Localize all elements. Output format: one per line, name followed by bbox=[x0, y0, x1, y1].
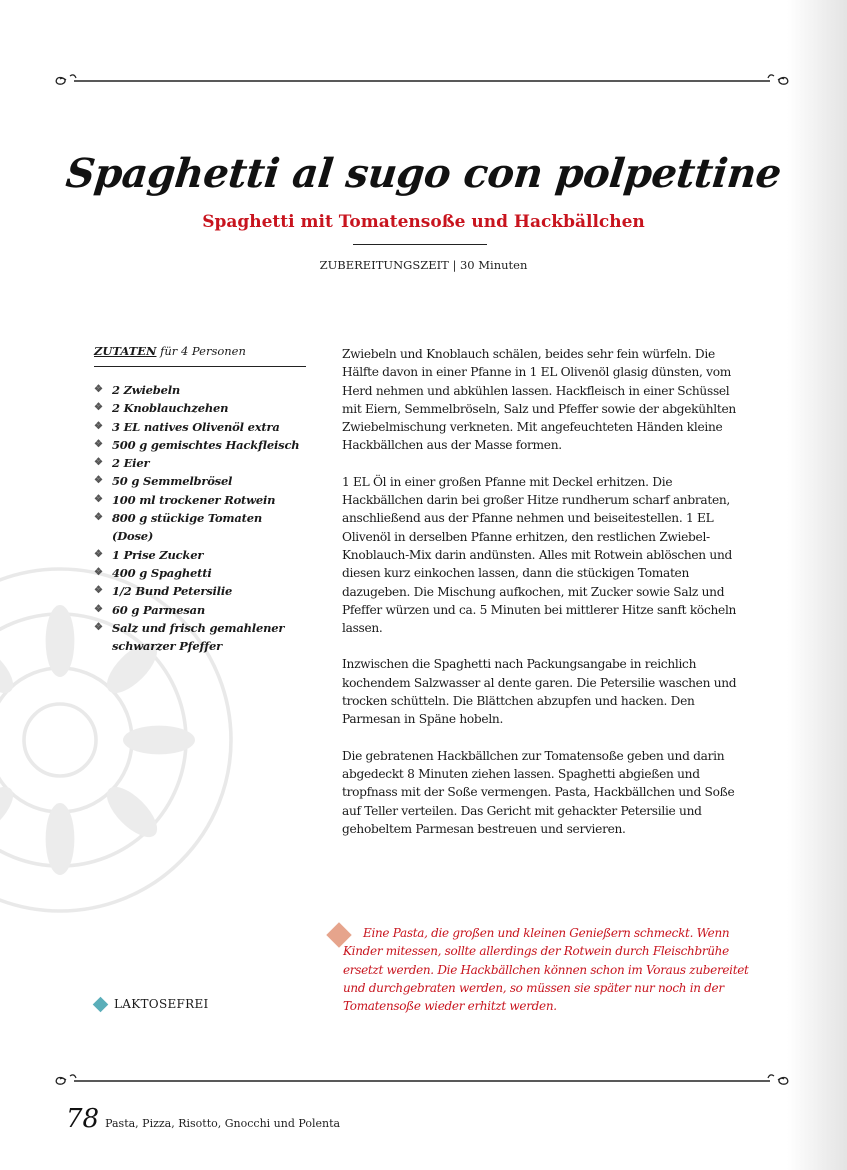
instruction-paragraph: Zwiebeln und Knoblauch schälen, beides sehr fein würfeln. Die Hälfte davon in einer Pfanne in 1 EL Olivenöl glasig dünsten, vom Herd nehmen und abkühlen lassen. Hackfleisch in einer Schüssel mit Eiern, Semmelbröseln, Salz und Pfeffer sowie der abgekühlten Zwiebelmischung verkneten. Mit angefeuchteten Händen kleine Hackbällchen aus der Masse formen. bbox=[342, 347, 736, 453]
diamond-bullet-icon: ❖ bbox=[94, 438, 103, 450]
ingredient-text: 3 EL natives Olivenöl extra bbox=[112, 419, 280, 434]
ingredient-text: 1/2 Bund Petersilie bbox=[112, 584, 233, 599]
ingredient-item bbox=[94, 472, 306, 490]
ingredient-item bbox=[94, 491, 306, 509]
ingredient-item bbox=[94, 619, 306, 656]
page-number: 78 bbox=[66, 1104, 100, 1134]
ingredient-item bbox=[94, 436, 306, 454]
servings-label: für 4 Personen bbox=[160, 344, 246, 358]
instruction-paragraph: 1 EL Öl in einer großen Pfanne mit Deckel erhitzen. Die Hackbällchen darin bei großer Hitze rundherum scharf anbraten, anschließend aus der Pfanne nehmen und beiseitestellen. 1 EL Olivenöl in derselben Pfanne erhitzen, den restlichen Zwiebel-Knoblauch-Mix darin andünsten. Alles mit Rotwein ablöschen und diesen kurz einkochen lassen, dann die stückigen Tomaten dazugeben. Die Mischung aufkochen, mit Zucker sowie Salz und Pfeffer würzen und ca. 5 Minuten bei mittlerer Hitze sanft köcheln lassen. bbox=[342, 474, 737, 636]
ingredient-text: 60 g Parmesan bbox=[112, 602, 206, 617]
instruction-paragraph: Inzwischen die Spaghetti nach Packungsangabe in reichlich kochendem Salzwasser al dente garen. Die Petersilie waschen und trocken schütteln. Die Blättchen abzupfen und hacken. Den Parmesan in Späne hobeln. bbox=[342, 657, 737, 727]
ingredient-text: 2 Eier bbox=[112, 456, 150, 471]
ingredient-item bbox=[94, 399, 306, 417]
ingredient-text: 2 Zwiebeln bbox=[112, 383, 181, 397]
diamond-bullet-icon: ❖ bbox=[94, 621, 103, 633]
ingredient-item bbox=[94, 509, 306, 546]
bottom-ornament-divider bbox=[52, 1070, 792, 1090]
ingredient-item bbox=[94, 582, 306, 600]
instructions bbox=[342, 345, 740, 856]
ingredient-text: 1 Prise Zucker bbox=[112, 547, 204, 562]
diamond-bullet-icon: ❖ bbox=[94, 420, 103, 432]
ingredient-text: 500 g gemischtes Hackfleisch bbox=[112, 437, 300, 452]
ingredient-text: 50 g Semmelbrösel bbox=[112, 474, 233, 489]
diamond-bullet-icon: ❖ bbox=[94, 384, 103, 395]
ingredient-item bbox=[94, 546, 306, 564]
ingredient-text: Salz und frisch gemahlener schwarzer Pfeffer bbox=[112, 620, 285, 654]
ingredient-text: 100 ml trockener Rotwein bbox=[112, 492, 276, 507]
instruction-paragraph: Die gebratenen Hackbällchen zur Tomatensoße geben und darin abgedeckt 8 Minuten ziehen lassen. Spaghetti abgießen und tropfnass mit der Soße vermengen. Pasta, Hackbällchen und Soße auf Teller verteilen. Das Gericht mit gehackter Petersilie und gehobeltem Parmesan bestreuen und servieren. bbox=[342, 748, 735, 836]
diamond-bullet-icon: ❖ bbox=[94, 566, 103, 578]
recipe-title: Spaghetti al sugo con polpettine bbox=[63, 150, 784, 197]
ingredient-item bbox=[94, 564, 306, 582]
ingredient-item bbox=[94, 454, 306, 472]
diamond-bullet-icon: ❖ bbox=[94, 493, 103, 505]
title-divider bbox=[353, 244, 487, 245]
diamond-bullet-icon: ❖ bbox=[94, 585, 103, 597]
page-footer bbox=[66, 1104, 340, 1134]
lactose-free-badge bbox=[95, 997, 209, 1011]
chapter-title: Pasta, Pizza, Risotto, Gnocchi und Polenta bbox=[105, 1117, 341, 1130]
ingredient-text: 800 g stückige Tomaten (Dose) bbox=[112, 511, 263, 544]
diamond-bullet-icon: ❖ bbox=[94, 548, 103, 560]
ingredient-text: 400 g Spaghetti bbox=[112, 565, 212, 580]
tip-text: Eine Pasta, die großen und kleinen Genießern schmeckt. Wenn Kinder mitessen, sollte allerdings der Rotwein durch Fleischbrühe ersetzt werden. Die Hackbällchen können schon im Voraus zubereitet und durchgebraten werden, so müssen sie später nur noch in der Tomatensoße wieder erhitzt werden. bbox=[343, 926, 749, 1014]
ingredients-panel bbox=[94, 344, 306, 655]
ingredients-heading bbox=[94, 344, 306, 367]
tip-box bbox=[340, 924, 760, 1015]
ingredient-text: 2 Knoblauchzehen bbox=[112, 401, 229, 416]
ingredients-list bbox=[94, 381, 306, 655]
badge-label: LAKTOSEFREI bbox=[114, 997, 209, 1011]
diamond-bullet-icon: ❖ bbox=[94, 475, 103, 487]
ingredient-item bbox=[94, 381, 306, 399]
diamond-bullet-icon: ❖ bbox=[94, 402, 103, 414]
diamond-bullet-icon: ❖ bbox=[94, 603, 103, 615]
prep-time: ZUBEREITUNGSZEIT | 30 Minuten bbox=[319, 258, 528, 272]
recipe-subtitle: Spaghetti mit Tomatensoße und Hackbällchen bbox=[202, 212, 645, 232]
ingredient-item bbox=[94, 418, 306, 436]
diamond-bullet-icon: ❖ bbox=[94, 512, 103, 524]
ingredient-item bbox=[94, 601, 306, 619]
diamond-bullet-icon: ❖ bbox=[94, 457, 103, 469]
ingredients-label: ZUTATEN bbox=[94, 344, 157, 358]
top-ornament-divider bbox=[52, 70, 792, 90]
badge-diamond-icon bbox=[93, 996, 109, 1012]
